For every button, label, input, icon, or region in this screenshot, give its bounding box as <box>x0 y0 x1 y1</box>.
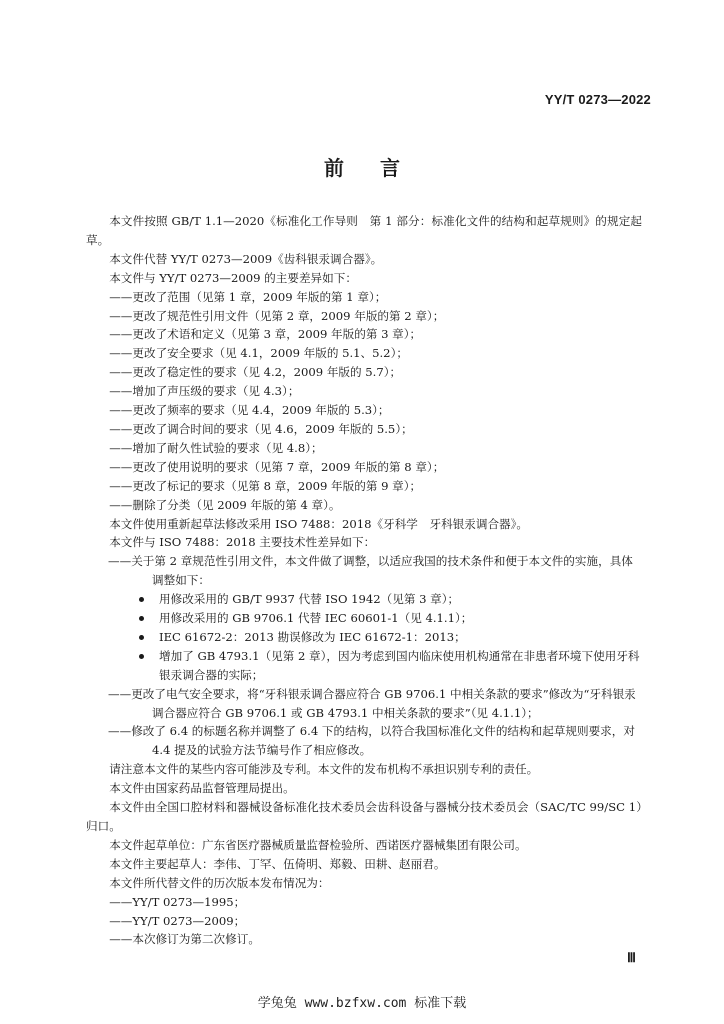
bullet-item <box>86 590 642 609</box>
paragraph-replaces: 本文件代替 YY/T 0273—2009《齿科银汞调合器》。 <box>109 251 383 266</box>
change-item: ——更改了稳定性的要求（见 4.2，2009 年版的 5.7）； <box>109 365 402 380</box>
change-item: ——更改了规范性引用文件（见第 2 章，2009 年版的第 2 章）； <box>109 308 445 323</box>
bullet-text: 增加了 GB 4793.1（见第 2 章），因为考虑到国内临床使用机构通常在非患者环境下使用牙科银汞调合器的实际； <box>159 648 640 682</box>
bullet-text: IEC 61672-2：2013 勘误修改为 IEC 61672-1：2013； <box>159 629 466 644</box>
change-item: ——增加了耐久性试验的要求（见 4.8）； <box>109 440 323 455</box>
footer-watermark: 学兔兔 www.bzfxw.com 标准下载 <box>257 996 467 1011</box>
paragraph-drafting-rules: 本文件按照 GB/T 1.1—2020《标准化工作导则 第 1 部分：标准化文件的结构和起草规则》的规定起草。 <box>86 214 642 247</box>
bullet-dot-icon <box>139 597 144 602</box>
iso-difference-item: ——关于第 2 章规范性引用文件，本文件做了调整，以适应我国的技术条件和便于本文件的实施，具体调整如下： <box>108 554 633 588</box>
iso-difference-item: ——更改了电气安全要求，将“牙科银汞调合器应符合 GB 9706.1 中相关条款的要求”修改为“牙科银汞调合器应符合 GB 9706.1 或 GB 4793.1 中相关条款的要求”（见 4.1.1）； <box>108 686 636 720</box>
bullet-text: 用修改采用的 GB/T 9937 代替 ISO 1942（见第 3 章）； <box>159 592 460 607</box>
paragraph-differences-intro: 本文件与 YY/T 0273—2009 的主要差异如下： <box>109 270 357 285</box>
bullet-text: 用修改采用的 GB 9706.1 代替 IEC 60601-1（见 4.1.1）； <box>159 611 473 626</box>
paragraph-patent-notice: 请注意本文件的某些内容可能涉及专利。本文件的发布机构不承担识别专利的责任。 <box>109 762 539 777</box>
change-item: ——删除了分类（见 2009 年版的第 4 章）。 <box>109 497 341 512</box>
history-item: ——本次修订为第二次修订。 <box>109 932 260 947</box>
bullet-dot-icon <box>139 616 144 621</box>
bullet-dot-icon <box>139 654 144 659</box>
paragraph-iso-adoption: 本文件使用重新起草法修改采用 ISO 7488：2018《牙科学 牙科银汞调合器》。 <box>109 516 529 531</box>
history-item: ——YY/T 0273—1995； <box>109 894 246 909</box>
history-item: ——YY/T 0273—2009； <box>109 913 246 928</box>
bullet-item <box>86 609 642 628</box>
foreword-body <box>86 212 642 949</box>
paragraph-iso-differences-intro: 本文件与 ISO 7488：2018 主要技术性差异如下： <box>109 535 376 550</box>
change-item: ——更改了安全要求（见 4.1，2009 年版的 5.1、5.2）； <box>109 346 408 361</box>
standard-number: YY/T 0273—2022 <box>544 92 651 107</box>
bullet-dot-icon <box>139 635 144 640</box>
change-item: ——更改了调合时间的要求（见 4.6，2009 年版的 5.5）； <box>109 421 413 436</box>
change-item: ——更改了频率的要求（见 4.4，2009 年版的 5.3）； <box>109 403 390 418</box>
change-item: ——更改了使用说明的要求（见第 7 章，2009 年版的第 8 章）； <box>109 459 445 474</box>
paragraph-under-jurisdiction: 本文件由全国口腔材料和器械设备标准化技术委员会齿科设备与器械分技术委员会（SAC/TC 99/SC 1）归口。 <box>86 800 642 833</box>
change-item: ——更改了标记的要求（见第 8 章，2009 年版的第 9 章）； <box>109 478 422 493</box>
paragraph-proposed-by: 本文件由国家药品监督管理局提出。 <box>109 781 295 796</box>
iso-difference-item: ——修改了 6.4 的标题名称并调整了 6.4 下的结构，以符合我国标准化文件的结构和起草规则要求，对 4.4 提及的试验方法节编号作了相应修改。 <box>108 724 635 758</box>
change-item: ——增加了声压级的要求（见 4.3）； <box>109 384 300 399</box>
paragraph-drafters: 本文件主要起草人：李伟、丁罕、伍倚明、郑毅、田耕、赵丽君。 <box>109 856 446 871</box>
page-title: 前言 <box>324 156 436 180</box>
paragraph-drafting-units: 本文件起草单位：广东省医疗器械质量监督检验所、西诺医疗器械集团有限公司。 <box>109 837 527 852</box>
change-item: ——更改了术语和定义（见第 3 章，2009 年版的第 3 章）； <box>109 327 422 342</box>
bullet-item <box>86 628 642 647</box>
paragraph-history-intro: 本文件所代替文件的历次版本发布情况为： <box>109 875 330 890</box>
bullet-item <box>86 647 642 685</box>
change-item: ——更改了范围（见第 1 章，2009 年版的第 1 章）； <box>109 289 387 304</box>
page-number: Ⅲ <box>627 950 636 965</box>
